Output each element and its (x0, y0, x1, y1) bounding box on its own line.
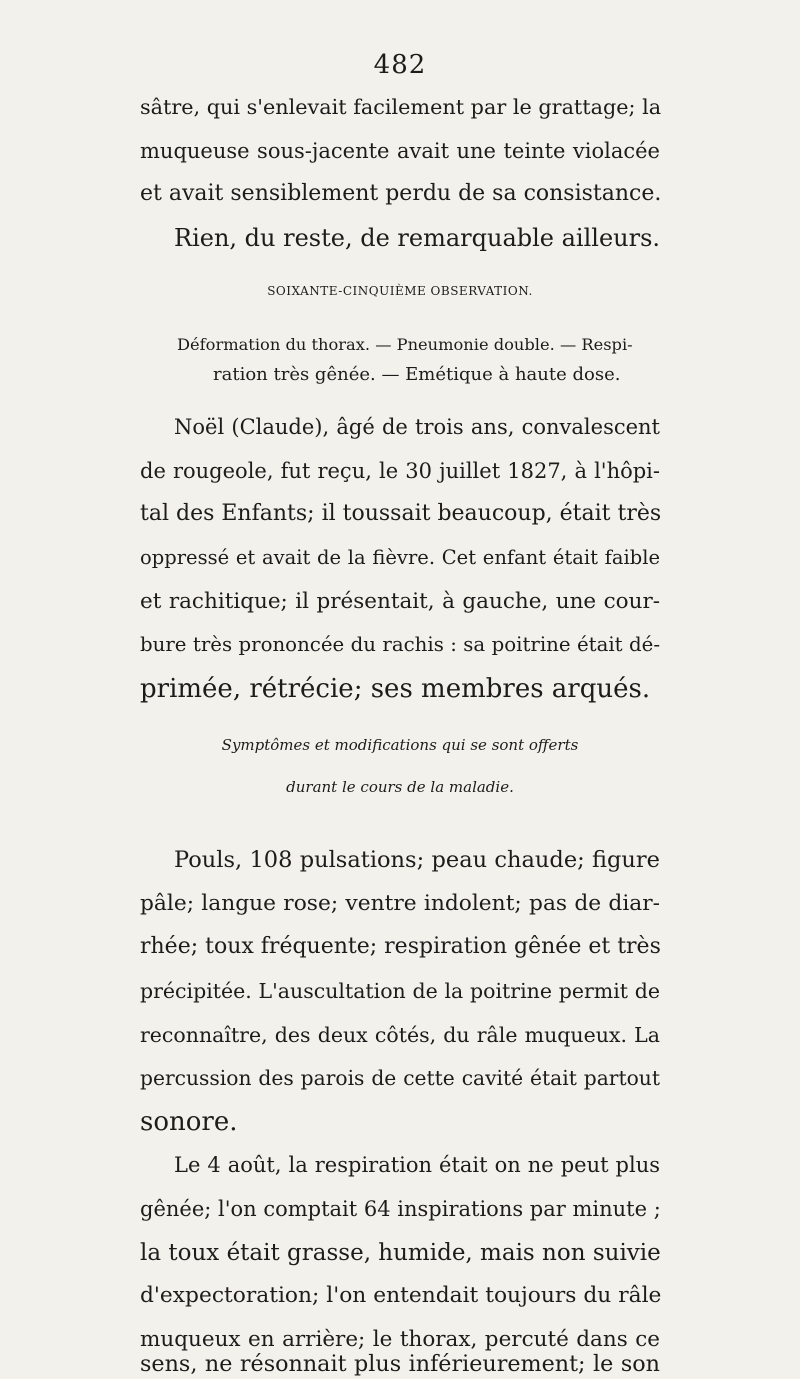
text-line: sens, ne résonnait plus inférieurement; le son (140, 1351, 660, 1377)
text-line: Rien, du reste, de remarquable ailleurs. (174, 224, 661, 252)
text-line: Le 4 août, la respiration était on ne peut plus (174, 1153, 660, 1177)
text-line: de rougeole, fut reçu, le 30 juillet 1827, à l'hôpi- (140, 459, 660, 483)
page-number: 482 (373, 50, 427, 80)
text-line: bure très prononcée du rachis : sa poitrine était dé- (140, 633, 660, 656)
observation-title: SOIXANTE-CINQUIÈME OBSERVATION. (267, 284, 533, 298)
text-line: pâle; langue rose; ventre indolent; pas de diar- (140, 891, 660, 916)
text-line: tal des Enfants; il toussait beaucoup, était très (140, 501, 662, 526)
section-title-line: durant le cours de la maladie. (286, 778, 514, 796)
text-line: Noël (Claude), âgé de trois ans, convalescent (174, 415, 660, 439)
text-line: rhée; toux fréquente; respiration gênée et très (140, 934, 661, 959)
text-line: la toux était grasse, humide, mais non suivie (140, 1240, 661, 1266)
text-line: sonore. (140, 1107, 238, 1137)
text-line: d'expectoration; l'on entendait toujours du râle (140, 1283, 662, 1308)
text-line: et rachitique; il présentait, à gauche, une cour- (140, 589, 660, 614)
text-line: Pouls, 108 pulsations; peau chaude; figure (174, 847, 660, 873)
text-line: et avait sensiblement perdu de sa consistance. (140, 181, 662, 206)
text-line: muqueux en arrière; le thorax, percuté dans ce (140, 1327, 660, 1352)
text-line: sâtre, qui s'enlevait facilement par le grattage; la (140, 95, 662, 119)
section-title-line: Symptômes et modifications qui se sont offerts (221, 736, 579, 754)
text-line: oppressé et avait de la fièvre. Cet enfant était faible (140, 546, 660, 569)
text-line: reconnaître, des deux côtés, du râle muqueux. La (140, 1023, 660, 1047)
text-line: primée, rétrécie; ses membres arqués. (140, 674, 651, 704)
text-line: muqueuse sous-jacente avait une teinte violacée (140, 139, 660, 163)
summary-line: Déformation du thorax. — Pneumonie double. — Respi- (177, 335, 633, 354)
text-line: percussion des parois de cette cavité était partout (140, 1066, 660, 1090)
text-line: gênée; l'on comptait 64 inspirations par minute ; (140, 1197, 661, 1221)
text-line: précipitée. L'auscultation de la poitrine permit de (140, 979, 660, 1003)
summary-line: ration très gênée. — Emétique à haute dose. (213, 364, 621, 385)
